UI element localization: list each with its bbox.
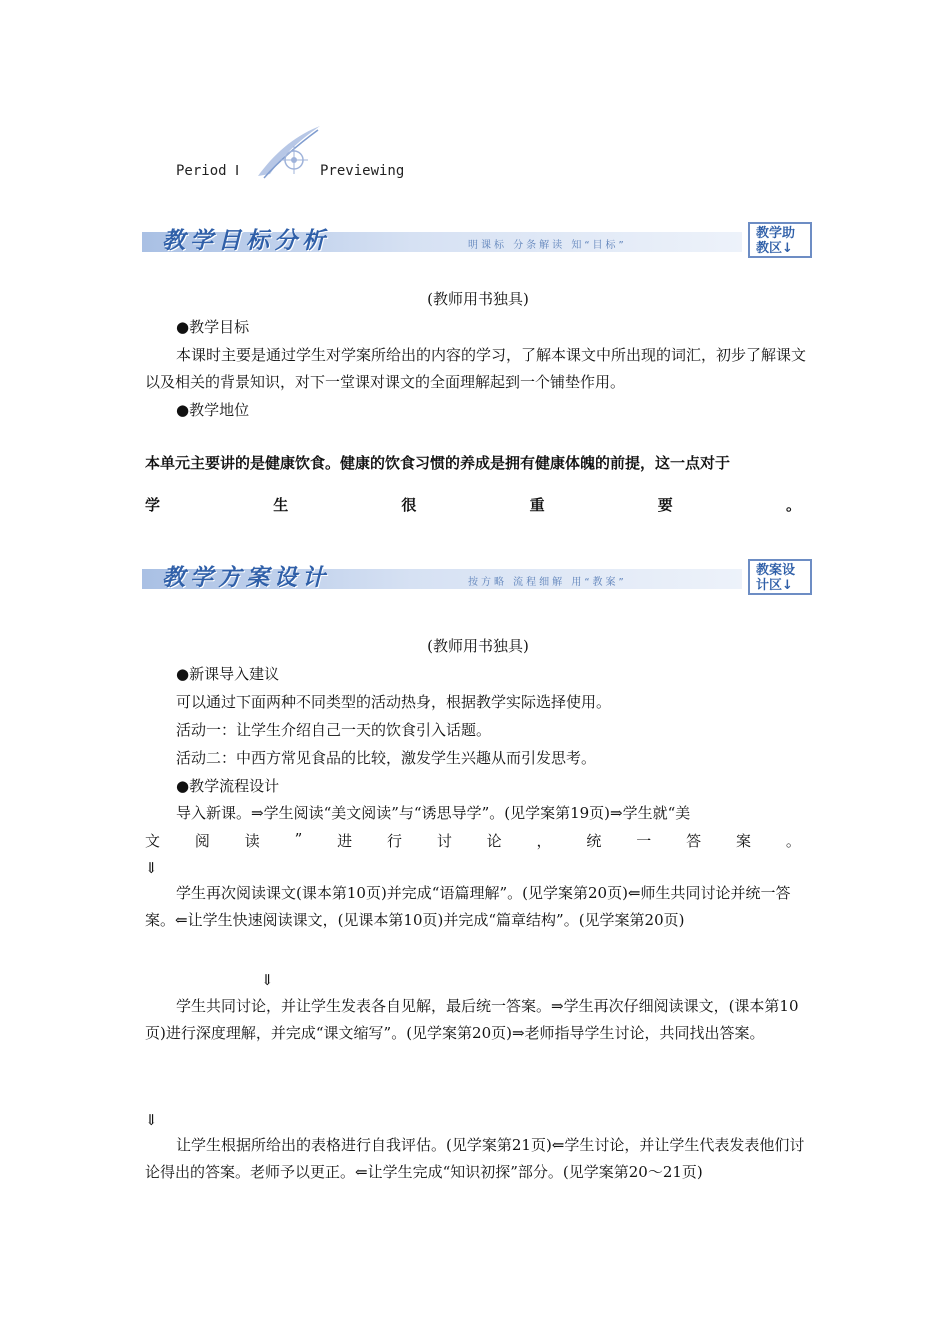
banner-subtitle: 按方略 流程细解 用“教案”	[468, 577, 627, 588]
period-label: Period Ⅰ	[176, 163, 240, 179]
flow-arrow-down: ⇓	[261, 971, 274, 989]
spread-char: 行	[386, 832, 402, 850]
banner-tag-line2: 计区↓	[756, 578, 793, 593]
activity-one: 活动一：让学生介绍自己一天的饮食引入话题。	[176, 721, 492, 739]
teacher-note: (教师用书独具)	[427, 637, 529, 655]
spread-char: 重	[529, 496, 545, 514]
spread-char: 进	[337, 832, 353, 850]
spread-char: 读	[244, 832, 260, 850]
spread-char: 。	[785, 832, 801, 850]
flow-step-1: 导入新课。⇒学生阅读“美文阅读”与“诱思导学”。(见学案第19页)⇒学生就“美	[176, 804, 691, 822]
goal-heading: ●教学目标	[176, 318, 250, 336]
flow-heading: ●教学流程设计	[176, 777, 280, 795]
spread-char: 文	[145, 832, 161, 850]
previewing-label: Previewing	[320, 163, 405, 179]
flow-step-1-continued	[145, 830, 801, 851]
flow-arrow-down: ⇓	[145, 1111, 158, 1129]
banner-tag	[748, 222, 812, 258]
banner-title: 教学目标分析	[162, 228, 330, 254]
position-text-continued	[145, 494, 801, 515]
spread-char: 生	[273, 496, 289, 514]
spread-char: 要	[657, 496, 673, 514]
banner-tag-line1: 教学助	[756, 226, 796, 241]
banner-subtitle: 明课标 分条解读 知“目标”	[468, 240, 627, 251]
flow-step-4: 让学生根据所给出的表格进行自我评估。(见学案第21页)⇐学生讨论，并让学生代表发表他们讨论得出的答案。老师予以更正。⇐让学生完成“知识初探”部分。(见学案第20～21页)	[145, 1136, 805, 1181]
position-heading: ●教学地位	[176, 401, 250, 419]
banner-tag-line2: 教区↓	[756, 241, 793, 256]
banner-tag-line1: 教案设	[756, 563, 796, 578]
compass-swoosh-icon	[256, 124, 322, 182]
flow-step-3: 学生共同讨论，并让学生发表各自见解，最后统一答案。⇒学生再次仔细阅读课文，(课本第10页)进行深度理解，并完成“课文缩写”。(见学案第20页)⇒老师指导学生讨论，共同找出答案。	[145, 997, 799, 1042]
spread-char: 讨	[436, 832, 452, 850]
intro-text: 可以通过下面两种不同类型的活动热身，根据教学实际选择使用。	[176, 693, 612, 711]
spread-char: 很	[401, 496, 417, 514]
spread-char: 阅	[194, 832, 210, 850]
spread-char: 论	[486, 832, 502, 850]
section-banner-plan	[142, 559, 814, 597]
spread-char: ，	[536, 832, 552, 850]
banner-title: 教学方案设计	[162, 565, 330, 591]
section-banner-goals	[142, 222, 814, 260]
spread-char: ”	[294, 830, 303, 848]
intro-heading: ●新课导入建议	[176, 665, 280, 683]
activity-two: 活动二：中西方常见食品的比较，激发学生兴趣从而引发思考。	[176, 749, 597, 767]
flow-step-2: 学生再次阅读课文(课本第10页)并完成“语篇理解”。(见学案第20页)⇐师生共同讨论并统一答案。⇐让学生快速阅读课文，(见课本第10页)并完成“篇章结构”。(见学案第20页)	[145, 884, 791, 929]
flow-arrow-down: ⇓	[145, 859, 158, 877]
spread-char: 。	[785, 496, 801, 514]
spread-char: 一	[636, 832, 652, 850]
spread-char: 答	[686, 832, 702, 850]
position-text: 本单元主要讲的是健康饮食。健康的饮食习惯的养成是拥有健康体魄的前提，这一点对于	[145, 454, 731, 472]
spread-char: 学	[145, 496, 161, 514]
teacher-note: (教师用书独具)	[427, 290, 529, 308]
goal-text: 本课时主要是通过学生对学案所给出的内容的学习，了解本课文中所出现的词汇，初步了解课文以及相关的背景知识，对下一堂课对课文的全面理解起到一个铺垫作用。	[145, 346, 807, 391]
spread-char: 案	[735, 832, 751, 850]
spread-char: 统	[586, 832, 602, 850]
banner-tag	[748, 559, 812, 595]
